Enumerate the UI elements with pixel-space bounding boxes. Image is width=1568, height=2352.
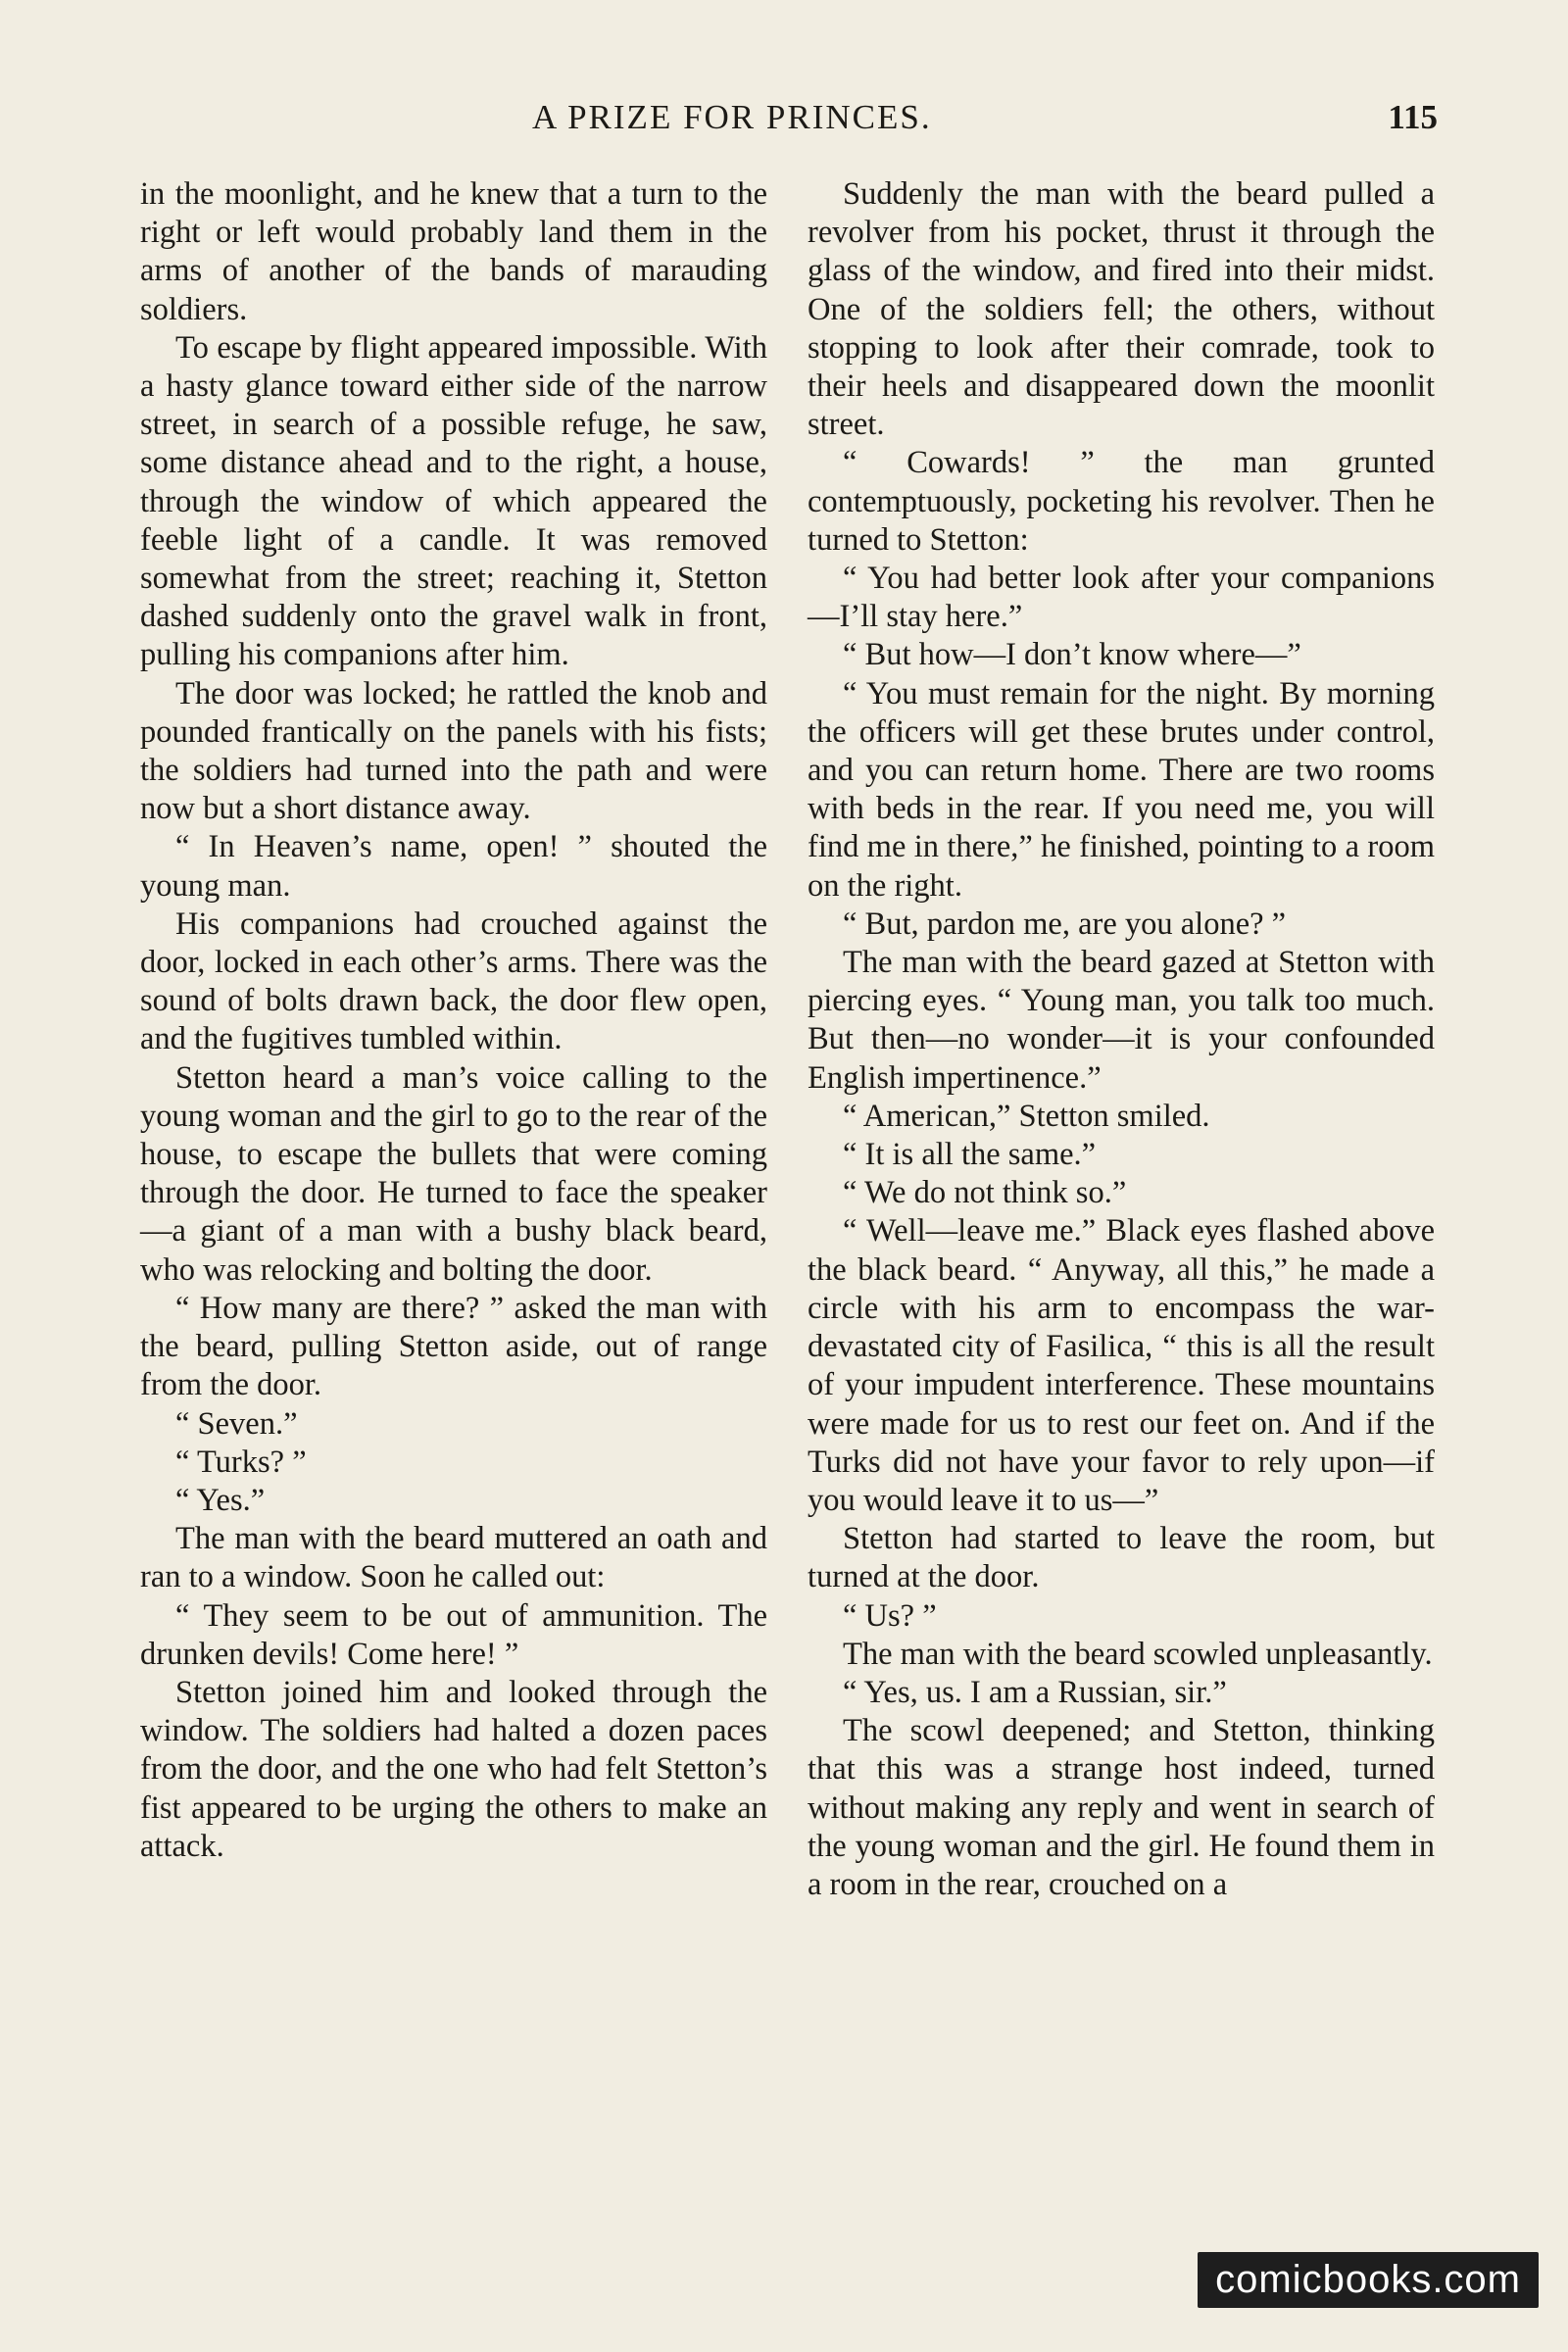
left-column — [140, 175, 767, 1866]
paragraph: “ Turks? ” — [175, 1444, 307, 1480]
paragraph: The scowl deepened; and Stetton, thinking that this was a strange host indeed, turned without making any reply and went in search of the young woman and the girl. He found them in a room in the rear, crouched on a — [808, 1713, 1435, 1902]
page-number: 115 — [1388, 98, 1438, 136]
paragraph: Stetton joined him and looked through the window. The soldiers had halted a dozen paces from the door, and the one who had felt Stetton’s fist appeared to be urging the others to make an attack. — [140, 1674, 767, 1864]
paragraph: “ They seem to be out of ammunition. The drunken devils! Come here! ” — [140, 1597, 767, 1672]
paragraph: “ American,” Stetton smiled. — [843, 1098, 1210, 1134]
paragraph: “ But how—I don’t know where—” — [843, 637, 1301, 673]
paragraph: “ Yes, us. I am a Russian, sir.” — [843, 1674, 1227, 1710]
paragraph: “ Cowards! ” the man grunted contemptuously, pocketing his revolver. Then he turned to Stetton: — [808, 445, 1435, 558]
paragraph: The man with the beard muttered an oath and ran to a window. Soon he called out: — [140, 1521, 767, 1595]
paragraph: “ In Heaven’s name, open! ” shouted the young man. — [140, 829, 767, 904]
right-column — [808, 175, 1435, 1904]
running-header — [140, 98, 1438, 151]
paragraph: The man with the beard scowled unpleasantly. — [843, 1636, 1433, 1672]
paragraph: “ You had better look after your companions—I’ll stay here.” — [808, 561, 1435, 635]
running-title: A PRIZE FOR PRINCES. — [532, 98, 932, 136]
paragraph: Suddenly the man with the beard pulled a revolver from his pocket, thrust it through the glass of the window, and fired into their midst. One of the soldiers fell; the others, without stopping to look after their comrade, took to their heels and disappeared down the moonlit street. — [808, 176, 1435, 443]
paragraph: Stetton heard a man’s voice calling to the young woman and the girl to go to the rear of the house, to escape the bullets that were coming through the door. He turned to face the speaker —a giant of a man with a bushy black beard, who was relocking and bolting the door. — [140, 1059, 767, 1288]
paragraph: “ Us? ” — [843, 1597, 937, 1634]
paragraph: “ How many are there? ” asked the man with the beard, pulling Stetton aside, out of range from the door. — [140, 1290, 767, 1403]
paragraph: in the moonlight, and he knew that a turn to the right or left would probably land them in the arms of another of the bands of marauding soldiers. — [140, 176, 767, 327]
paragraph: “ Well—leave me.” Black eyes flashed above the black beard. “ Anyway, all this,” he made a circle with his arm to encompass the war-devastated city of Fasilica, “ this is all the result of your impudent interference. These mountains were made for us to rest our feet on. And if the Turks did not have your favor to rely upon—if you would leave it to us—” — [808, 1213, 1435, 1518]
paragraph: “ We do not think so.” — [843, 1175, 1127, 1211]
paragraph: Stetton had started to leave the room, but turned at the door. — [808, 1521, 1435, 1595]
paragraph: “ But, pardon me, are you alone? ” — [843, 906, 1287, 942]
paragraph: “ Seven.” — [175, 1405, 298, 1442]
paragraph: His companions had crouched against the door, locked in each other’s arms. There was the sound of bolts drawn back, the door flew open, and the fugitives tumbled within. — [140, 906, 767, 1057]
paragraph: The door was locked; he rattled the knob and pounded frantically on the panels with his fists; the soldiers had turned into the path and were now but a short distance away. — [140, 675, 767, 827]
paragraph: “ You must remain for the night. By morning the officers will get these brutes under control, and you can return home. There are two rooms with beds in the rear. If you need me, you will find me in there,” he finished, pointing to a room on the right. — [808, 675, 1435, 904]
watermark: comicbooks.com — [1198, 2252, 1539, 2308]
paragraph: To escape by flight appeared impossible. With a hasty glance toward either side of the narrow street, in search of a possible refuge, he saw, some distance ahead and to the right, a house, through the window of which appeared the feeble light of a candle. It was removed somewhat from the street; reaching it, Stetton dashed suddenly onto the gravel walk in front, pulling his companions after him. — [140, 329, 767, 673]
paragraph: “ It is all the same.” — [843, 1137, 1097, 1173]
paragraph: The man with the beard gazed at Stetton with piercing eyes. “ Young man, you talk too much. But then—no wonder—it is your confounded English impertinence.” — [808, 945, 1435, 1096]
paragraph: “ Yes.” — [175, 1482, 266, 1518]
